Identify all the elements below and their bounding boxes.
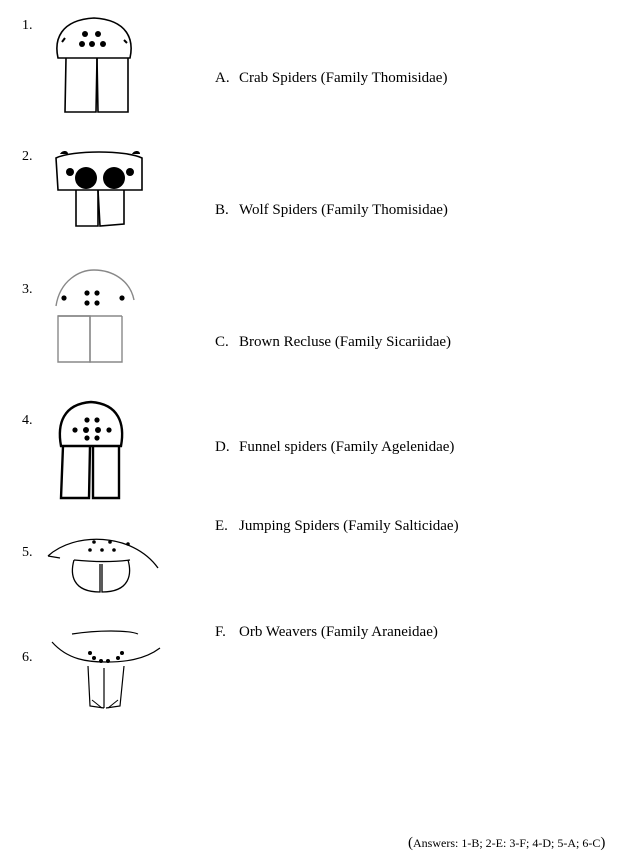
option-b-letter: B.: [215, 202, 229, 218]
spider-face-figure-1: [50, 10, 140, 122]
option-b-text: Wolf Spiders (Family Thomisidae): [239, 202, 448, 218]
option-d: [215, 439, 454, 456]
spider-face-figure-5: [44, 528, 162, 600]
answer-key-text: Answers: 1-B; 2-E: 3-F; 4-D; 5-A; 6-C: [413, 836, 601, 850]
spider-face-figure-2: [52, 148, 148, 232]
spider-face-figure-3: [50, 266, 140, 370]
option-d-text: Funnel spiders (Family Agelenidae): [239, 439, 455, 455]
option-c-letter: C.: [215, 334, 229, 350]
item-number-2: 2.: [22, 149, 33, 164]
item-number-1: 1.: [22, 18, 33, 33]
option-f: [215, 624, 438, 641]
option-f-text: Orb Weavers (Family Araneidae): [239, 624, 438, 640]
item-number-3: 3.: [22, 282, 33, 297]
option-a: [215, 70, 447, 87]
answer-key-open: (: [408, 835, 413, 851]
option-a-text: Crab Spiders (Family Thomisidae): [239, 70, 448, 86]
option-e-letter: E.: [215, 518, 228, 534]
answer-key-close: ): [600, 835, 606, 851]
spider-face-figure-6: [48, 628, 164, 714]
option-c-text: Brown Recluse (Family Sicariidae): [239, 334, 452, 350]
item-number-5: 5.: [22, 545, 33, 560]
spider-face-figure-4: [55, 398, 129, 504]
option-b: [215, 202, 448, 219]
option-c: [215, 334, 451, 351]
option-f-letter: F.: [215, 624, 226, 640]
option-a-letter: A.: [215, 70, 230, 86]
option-d-letter: D.: [215, 439, 230, 455]
item-number-6: 6.: [22, 650, 33, 665]
option-e: [215, 518, 459, 535]
option-e-text: Jumping Spiders (Family Salticidae): [239, 518, 459, 534]
item-number-4: 4.: [22, 413, 33, 428]
answer-key: [408, 835, 605, 852]
